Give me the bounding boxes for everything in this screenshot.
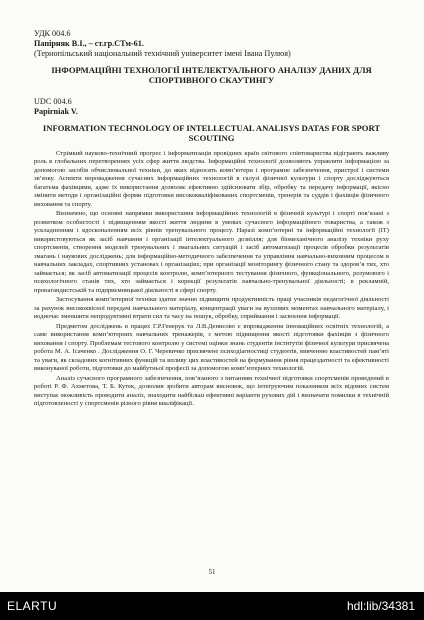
paragraph-4: Предметом досліджень в працях Г.Р.Генерук та Л.В.Денисово є впровадження інноваційних освітніх технологій, а саме використання комп’ютерних навчальних тренажерів, з метою підвищення якості підготовки фахівців з фізичного виховання і спорту. Проблемам тестового контролю у системі оцінки знань студентів інститутів фізичної культури присвячена робота М. А. Ісаченко . Дослідження О. Г. Черевичко присвячене психодіагностиці студентів, вивченню властивостей пам’яті та уваги, як складових когнітивних функцій та впливу цих властивостей на формування рівня працездатності та ефективності виконуваної роботи, підготовки до майбутньої професії за допомогою комп’ютерних технологій. [34, 322, 389, 373]
handle-link[interactable]: hdl:lib/34381 [346, 599, 415, 613]
udc-ukr: УДК 004.6 [34, 29, 71, 38]
author-eng: Papirniak V. [34, 106, 78, 116]
affiliation-ukr: (Тернопільський національний технічний університет імені Івана Пулюя) [34, 49, 291, 58]
page-number: 51 [208, 568, 216, 576]
repository-footer-bar [0, 592, 424, 620]
paragraph-2: Визначено, що основні напрямки використання інформаційних технологій в фізичній культурі і спорті пов’язані з розвитком особистості і підвищенням якості життя людини в умовах сучасного інформаційного товариства, а також з ускладненням і вдосконаленням всіх рівнів тренувального процесу. Наразі комп’ютерні та інформаційні технології (ІТ) використовуються як засіб навчання і організації інтелектуального дозвілля; для біомеханічного аналізу техніки руху спортсменів, створення моделей тренувальних і змагальних ситуацій і засіб автоматизації процесів обробки результатів змагань і наукових досліджень; для інформаційно-методичного забезпечення та управління навчально-виховним процесом в навчальних закладах, спортивних установах і організаціях; при організації моніторингу фізичного стану та здоров’я тих, хто займається; як засіб автоматизації процесів контролю, комп’ютерного тестування фізичного, функціонального, розумового і психологічного станів тих, хто займається і корекції результатів навчально-тренувальної діяльності; в рекламній, пропагандистській та підприємницької діяльності в сфері спорту. [34, 210, 389, 294]
title-ukr: ІНФОРМАЦІЙНІ ТЕХНОЛОГІЇ ІНТЕЛЕКТУАЛЬНОГО АНАЛІЗУ ДАНИХ ДЛЯ СПОРТИВНОГО СКАУТИНГУ [51, 65, 372, 86]
udc-eng: UDC 004.6 [34, 96, 72, 106]
author-ukr: Папірняк В.І., – ст.гр.СТм-61. [34, 39, 144, 48]
title-eng: INFORMATION TECHNOLOGY OF INTELLECTUAL ANALISYS DATAS FOR SPORT SCOUTING [42, 122, 381, 144]
paragraph-1: Стрімкий науково-технічний прогрес і інформатизація провідних країн світового співтовариства відіграють важливу роль в глобальних перетвореннях усіх сфер життя людства. Інформаційні технології дозволяють управляти інформацією за допомогою засобів обчислювальної техніки, до яких відносять комп’ютери і програмне забезпечення, пристрої і системи зв’язку. Аспекти впровадження сучасних інформаційних технологій в галузі фізичної культури і спорту досліджуються багатьма фахівцями, адже їх використання дозволяє ефективно здійснювати збір, обробку та передачу інформації, якісно змінити методи і організаційні форми підготовки висококваліфікованих спортсменів, тренерів та суддів і фахівців фізичного виховання та спорту. [34, 149, 389, 208]
repository-name: ELARTU [7, 599, 58, 613]
paragraph-3: Застосування комп’ютерної техніки здатне значно підвищити продуктивність праці учасників педагогічної діяльності за рахунок висококвісної передачі навчального матеріалу, концентрації уваги на вузлових моментах навчального матеріалу, і водночас зменшити непродуктивні втрати сил та часу на пошук, обробку, сприймання і засвоєння інформації. [34, 296, 389, 321]
paragraph-5: Аналіз сучасного програмного забезпечення, пов’язаного з питанням технічної підготовки спортсменів проведений в роботі Р. Ф. Ахметова, Т. Б. Кутек, дозволив зробити авторам висновок, що інтегруючим показником всіх відомих систем виступає можливість проводити аналіз, знаходити найбільш ефективні варіанти рухових дій і визначати помилки в технічній підготовленості у спортсменів різного рівня кваліфікації. [34, 374, 389, 408]
